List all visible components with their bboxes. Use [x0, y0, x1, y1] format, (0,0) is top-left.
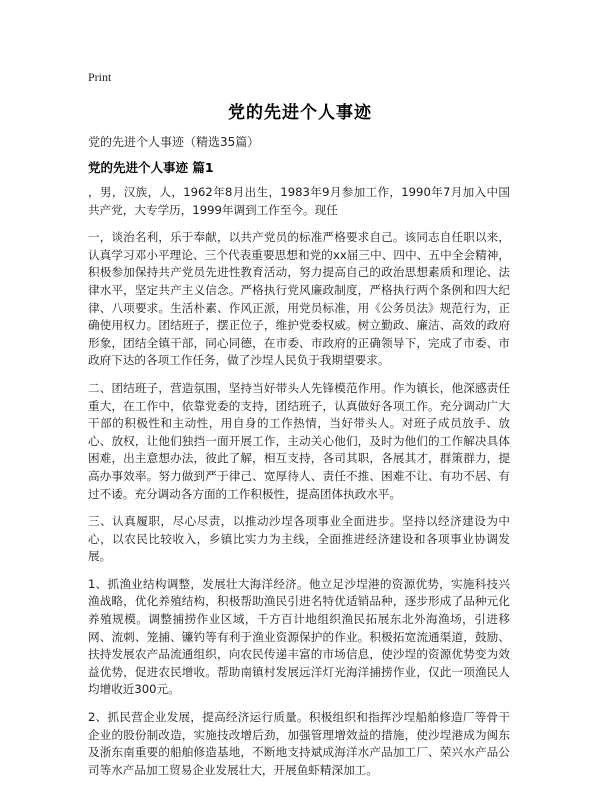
paragraph-fishery: 1、抓渔业结构调整，发展壮大海洋经济。他立足沙埕港的资源优势，实施科技兴渔战略，优化养殖结构，积极帮助渔民引进名特优适销品种，逐步形成了品种元化养殖规模。调整捕捞作业区域，千方百计地组织渔民拓展东北外海渔场，引进移网、流刺、笼捕、镰钓等有利于渔业资源保护的作业。积极拓宽流通渠道，鼓励、扶持发展农产品流通组织，向农民传递丰富的市场信息，使沙埕的资源优势变为效益优势，促进农民增收。帮助南镇村发展远洋灯光海洋捕捞作业，仅此一项渔民人均增收近300元。 [88, 576, 510, 697]
document-subtitle: 党的先进个人事迹（精选35篇） [88, 135, 260, 149]
paragraph-two: 二、团结班子，营造氛围，坚持当好带头人先锋模范作用。作为镇长，他深感责任重大，在工作中，依靠党委的支持，团结班子，认真做好各项工作。充分调动广大干部的积极性和主动性，用自身的工作热情，当好带头人。对班子成员放手、放心、放权，让他们独挡一面开展工作，主动关心他们，及时为他们的工作解决具体困难，出主意想办法，彼此了解，相互支持，各司其职，各展其才，群策群力，提高办事效率。努力做到严于律己、宽厚待人、责任不推、困难不让、有功不居、有过不诿。充分调动各方面的工作积极性，提高团体执政水平。 [88, 380, 510, 501]
paragraph-three: 三、认真履职，尽心尽责，以推动沙埕各项事业全面进步。坚持以经济建设为中心，以农民比较收入，乡镇比实力为主线，全面推进经济建设和各项事业协调发展。 [88, 514, 510, 564]
paragraph-one: 一，谈治名利，乐于奉献，以共产党员的标准严格要求自己。该同志自任职以来，认真学习邓小平理论、三个代表重要思想和党的xx届三中、四中、五中全会精神，积极参加保持共产党员先进性教育活动，努力提高自己的政治思想素质和理论、法律水平，坚定共产主义信念。严格执行党风廉政制度，严格执行两个条例和四大纪律、八项要求。生活朴素、作风正派，用党员标准，用《公务员法》规范行为，正确使用权力。团结班子，摆正位子，维护党委权威。树立勤政、廉洁、高效的政府形象，团结全镇干部，同心同德，在市委、市政府的正确领导下，完成了市委、市政府下达的各项工作任务，做了沙埕人民负于我期望要求。 [88, 230, 510, 368]
section-heading: 党的先进个人事迹 篇1 [88, 160, 214, 175]
document-title: 党的先进个人事迹 [228, 103, 372, 123]
document-body [88, 184, 510, 789]
print-link[interactable]: Print [88, 70, 112, 84]
paragraph-intro: ，男，汉族，人，1962年8月出生，1983年9月参加工作，1990年7月加入中国共产党，大专学历，1999年调到工作至今。现任 [88, 185, 510, 217]
paragraph-enterprise: 2、抓民营企业发展，提高经济运行质量。积极组织和指挥沙埕船舶修造厂等骨干企业的股份制改造，实施技改增后劲，加强管理增效益的措施，使沙埕港成为闽东及浙东南重要的船舶修造基地，不断地支持斌成海洋水产品加工厂、荣兴水产品公司等水产品加工贸易企业发展壮大，开展鱼虾精深加工。 [88, 710, 510, 777]
